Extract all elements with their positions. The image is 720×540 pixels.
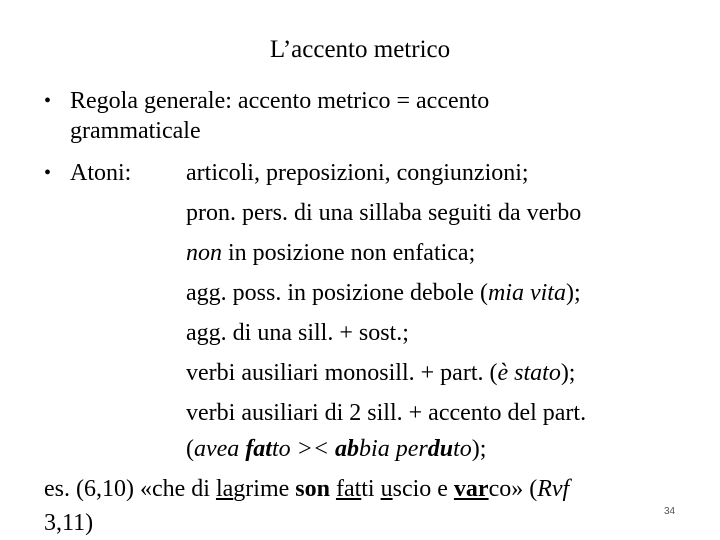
italic-text: Rvf — [537, 476, 570, 502]
text-run: to — [453, 436, 472, 462]
stressed-syllable: var — [453, 476, 489, 502]
atoni-item-7: verbi ausiliari di 2 sill. + accento del part. — [186, 400, 587, 426]
stressed-syllable: fat — [245, 436, 272, 462]
bullet-marker: • — [44, 90, 52, 112]
atoni-item-1: articoli, preposizioni, congiunzioni; — [186, 160, 529, 186]
example-line-2: 3,11) — [44, 510, 94, 536]
text-run: verbi ausiliari monosill. + part. ( — [186, 360, 498, 386]
italic-text: mia vita — [487, 280, 566, 306]
text-run: in posizione non enfatica; — [222, 240, 476, 266]
bullet-marker: • — [44, 162, 52, 184]
atoni-item-8 — [186, 434, 486, 464]
text-run: ); — [560, 360, 576, 386]
rule-line-2: grammaticale — [70, 118, 201, 144]
text-run: es. (6,10) «che di — [44, 476, 216, 502]
stressed-word: son — [295, 476, 330, 502]
atoni-item-6 — [186, 358, 575, 388]
italic-example — [194, 436, 472, 462]
atoni-item-3 — [186, 238, 475, 268]
text-run: co» ( — [488, 476, 538, 502]
atoni-label: Atoni: — [70, 160, 132, 186]
rule-line-1: Regola generale: accento metrico = accento — [70, 88, 490, 114]
text-run: grime — [233, 476, 296, 502]
stressed-syllable: du — [427, 436, 454, 462]
page-number: 34 — [664, 506, 676, 517]
text-run: bia per — [359, 436, 428, 462]
stressed-syllable: la — [215, 476, 234, 502]
text-run: ti — [361, 476, 381, 502]
atoni-item-2: pron. pers. di una sillaba seguiti da verbo — [186, 200, 582, 226]
slide-title: L’accento metrico — [269, 36, 451, 63]
stressed-syllable: ab — [335, 436, 360, 462]
text-run: agg. poss. in posizione debole ( — [186, 280, 488, 306]
italic-text: è stato — [497, 360, 561, 386]
atoni-item-4 — [186, 278, 581, 308]
atoni-item-5: agg. di una sill. + sost.; — [186, 320, 409, 346]
stressed-syllable: u — [380, 476, 393, 502]
text-run: ); — [471, 436, 487, 462]
italic-text: non — [186, 240, 222, 266]
text-run: ); — [565, 280, 581, 306]
example-line-1 — [44, 474, 569, 504]
text-run: scio e — [392, 476, 454, 502]
text-run: avea — [194, 436, 246, 462]
stressed-syllable: fat — [335, 476, 362, 502]
text-run: to >< — [271, 436, 336, 462]
text-run: ( — [186, 436, 194, 462]
